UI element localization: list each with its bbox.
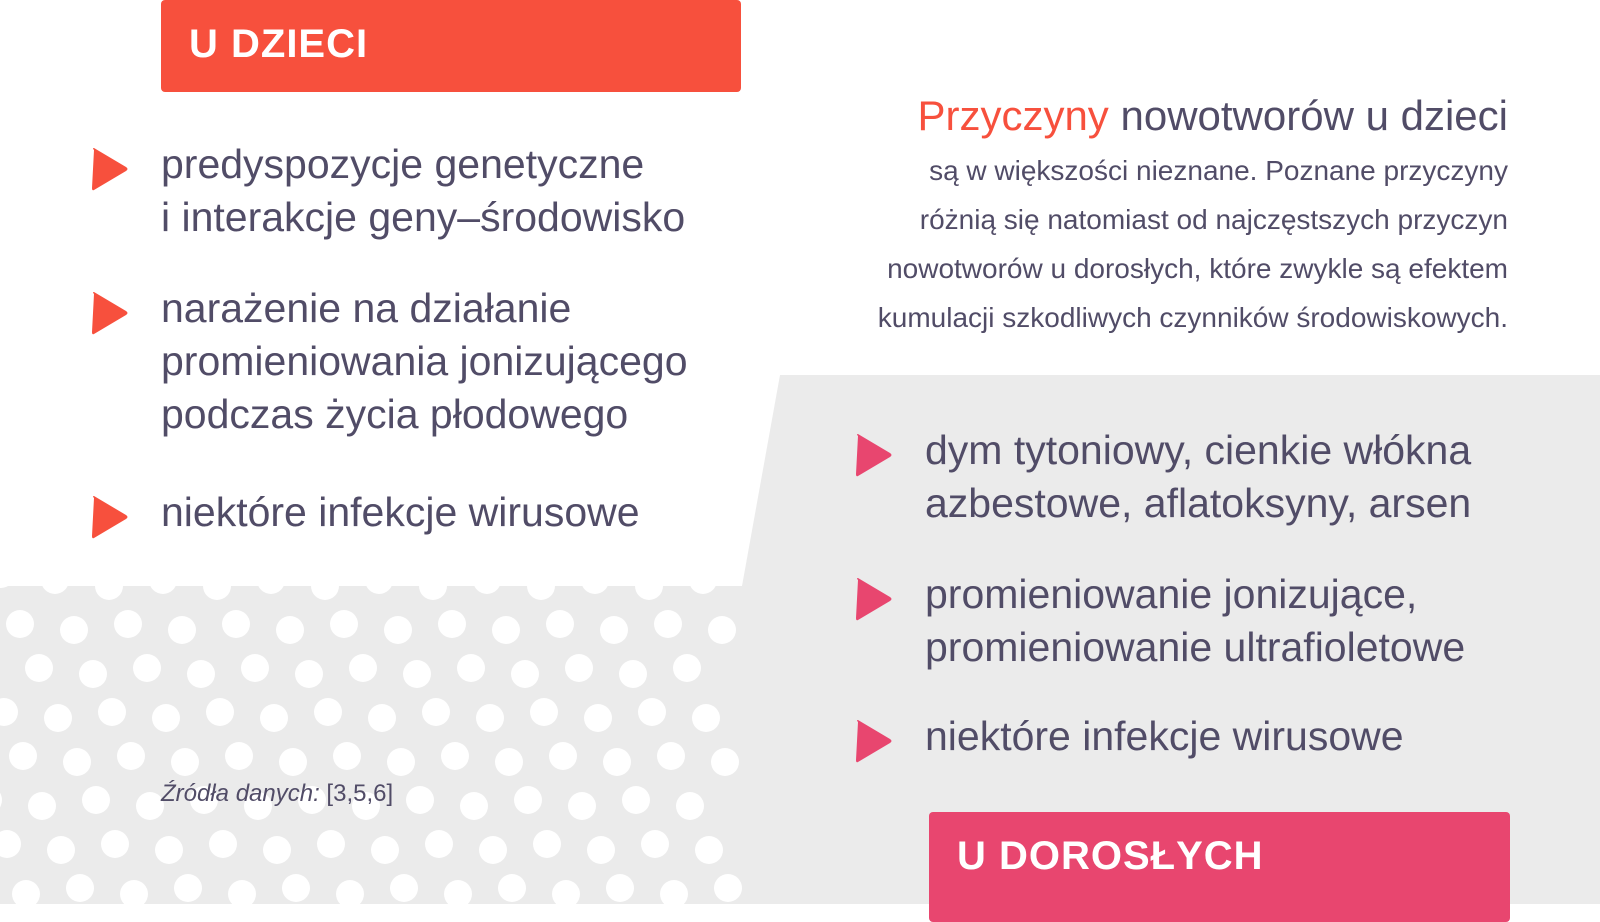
decor-dot [511,660,539,688]
decor-dot [295,660,323,688]
list-item [925,568,1465,674]
decor-dot [533,830,561,858]
decor-dot [276,616,304,644]
decor-dot [317,830,345,858]
decor-dot [565,654,593,682]
decor-dot [25,654,53,682]
decor-dot [473,566,501,594]
decor-dot [387,748,415,776]
decor-dot [282,874,310,902]
decor-dot [527,572,555,600]
decor-dot [654,610,682,638]
decor-dot [635,572,663,600]
intro-line: nowotworów u dorosłych, które zwykle są efektem [887,253,1508,284]
decor-dot [114,610,142,638]
intro-line: różnią się natomiast od najczęstszych przyczyn [919,204,1508,235]
item-line: dym tytoniowy, cienkie włókna [925,427,1472,473]
item-line: i interakcje geny–środowisko [161,194,686,240]
decor-dot [692,704,720,732]
decor-dot [98,698,126,726]
intro-title-rest: nowotworów u dzieci [1108,92,1508,139]
decor-dot [676,792,704,820]
decor-dot [419,572,447,600]
decor-dot [479,836,507,864]
decor-dot [349,654,377,682]
decor-dot [171,748,199,776]
decor-dot [546,610,574,638]
bullet-arrow-icon [854,718,894,764]
decor-dot [174,874,202,902]
decor-dot [314,698,342,726]
decor-dot [495,748,523,776]
decor-dot [133,654,161,682]
decor-dot [60,616,88,644]
decor-dot [441,742,469,770]
decor-dot [638,698,666,726]
list-item [925,424,1471,530]
decor-dot [257,566,285,594]
decor-dot [260,704,288,732]
decor-dot [95,572,123,600]
decor-dot [581,566,609,594]
decor-dot [673,654,701,682]
bullet-arrow-icon [90,146,130,192]
decor-dot [587,836,615,864]
decor-dot [371,836,399,864]
decor-dot [390,874,418,902]
decor-dot [622,786,650,814]
decor-dot [514,786,542,814]
kids-banner [161,0,741,92]
decor-dot [279,748,307,776]
decor-dot [241,654,269,682]
decor-dot [438,610,466,638]
decor-dot [63,748,91,776]
decor-dot [333,742,361,770]
decor-dot [6,610,34,638]
list-item [925,710,1404,763]
item-line: promieniowanie ultrafioletowe [925,624,1466,670]
decor-dot [101,830,129,858]
decor-dot [136,792,164,820]
decor-dot [695,836,723,864]
decor-dot [28,792,56,820]
decor-dot [79,660,107,688]
kids-banner-label: U DZIECI [189,21,369,66]
bullet-arrow-icon [90,290,130,336]
decor-dot [9,742,37,770]
decor-dot [492,616,520,644]
decor-dot [530,698,558,726]
list-item [161,138,685,244]
data-sources [161,780,393,808]
item-line: promieniowania jonizującego [161,338,688,384]
decor-dot [619,660,647,688]
decor-dot [66,874,94,902]
decor-dot [365,566,393,594]
bullet-arrow-icon [854,432,894,478]
sources-label: Źródła danych: [161,780,320,807]
intro-line: są w większości nieznane. Poznane przyczyny [929,155,1508,186]
decor-dot [711,748,739,776]
decor-dot [209,830,237,858]
decor-dot [330,610,358,638]
decor-dot [222,610,250,638]
decor-dot [549,742,577,770]
decor-dot [225,742,253,770]
decor-dot [641,830,669,858]
decor-dot [714,874,742,902]
decor-dot [708,616,736,644]
decor-dot [44,704,72,732]
decor-dot [606,874,634,902]
item-line: promieniowanie jonizujące, [925,571,1418,617]
intro-paragraph [748,88,1508,342]
list-item [161,282,688,441]
decor-dot [47,836,75,864]
decor-dot [568,792,596,820]
decor-dot [41,566,69,594]
item-line: podczas życia płodowego [161,391,629,437]
decor-dot [403,660,431,688]
decor-dot [425,830,453,858]
decor-dot [584,704,612,732]
decor-dot [311,572,339,600]
decor-dot [0,560,15,588]
decor-dot [206,698,234,726]
decor-dot [460,792,488,820]
intro-highlight: Przyczyny [917,92,1109,139]
decor-dot [149,566,177,594]
decor-dot [689,566,717,594]
item-line: niektóre infekcje wirusowe [161,489,640,535]
decor-dot [263,836,291,864]
item-line: narażenie na działanie [161,285,572,331]
decor-dot [457,654,485,682]
decor-dot [600,616,628,644]
intro-body [748,146,1508,342]
decor-dot [476,704,504,732]
decor-dot [422,698,450,726]
decor-dot [187,660,215,688]
item-line: predyspozycje genetyczne [161,141,645,187]
item-line: niektóre infekcje wirusowe [925,713,1404,759]
decor-dot [498,874,526,902]
decor-dot [384,616,412,644]
decor-dot [117,742,145,770]
adults-banner [929,812,1510,922]
bullet-arrow-icon [854,576,894,622]
adults-banner-label: U DOROSŁYCH [957,834,1264,878]
decor-dot [155,836,183,864]
decor-dot [82,786,110,814]
item-line: azbestowe, aflatoksyny, arsen [925,480,1472,526]
decor-dot [657,742,685,770]
decor-dot [603,748,631,776]
sources-refs: [3,5,6] [319,780,394,807]
intro-title [748,88,1508,144]
decor-dot [168,616,196,644]
bullet-arrow-icon [90,494,130,540]
list-item [161,486,640,539]
decor-dot [203,572,231,600]
decor-dot [152,704,180,732]
decor-dot [406,786,434,814]
intro-line: kumulacji szkodliwych czynników środowiskowych. [877,302,1508,333]
decor-dot [368,704,396,732]
